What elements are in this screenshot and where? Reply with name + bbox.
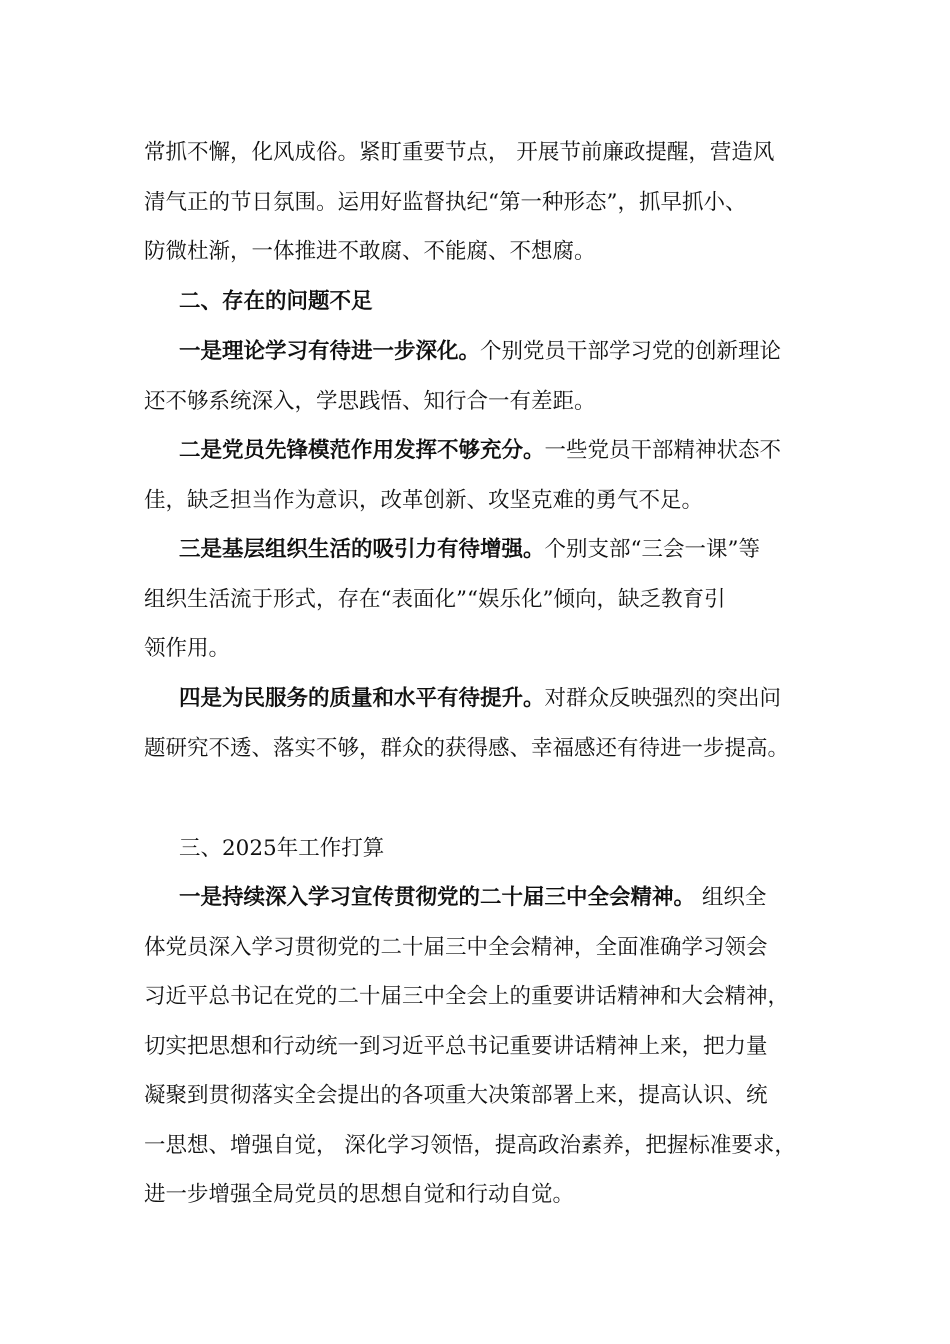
issue-item-2-line-2: 佳，缺乏担当作为意识，改革创新、攻坚克难的勇气不足。: [144, 487, 704, 513]
section-3-heading: 三、2025年工作打算: [179, 836, 385, 861]
issue-item-2-first-line: [144, 426, 834, 476]
issue-item-3-line-3: 领作用。: [144, 636, 231, 661]
issue-item-3-lead: 三是基层组织生活的吸引力有待增强。: [179, 537, 545, 562]
issue-item-2-text: 一些党员干部精神状态不: [544, 438, 782, 463]
plan-item-1-lead: 一是持续深入学习宣传贯彻党的二十届三中全会精神。: [179, 885, 696, 910]
issue-item-4-lead: 四是为民服务的质量和水平有待提升。: [179, 686, 545, 711]
issue-item-4-text: 对群众反映强烈的突出问: [544, 686, 782, 711]
intro-line-1: 常抓不懈，化风成俗。紧盯重要节点， 开展节前廉政提醒，营造风: [144, 140, 775, 165]
issue-item-1: [144, 327, 834, 426]
plan-item-1-line-7: 进一步增强全局党员的思想自觉和行动自觉。: [144, 1182, 575, 1207]
issue-item-4-first-line: [144, 674, 834, 724]
issue-item-1-first-line: [144, 327, 834, 377]
issue-item-1-lead: 一是理论学习有待进一步深化。: [179, 339, 481, 364]
plan-item-1-line-5: 凝聚到贯彻落实全会提出的各项重大决策部署上来，提高认识、统: [144, 1083, 768, 1108]
intro-line-3: 防微杜渐，一体推进不敢腐、不能腐、不想腐。: [144, 239, 596, 264]
plan-item-1-text: 组织全: [695, 885, 767, 910]
issue-item-3-text: 个别支部“三会一课”等: [544, 537, 760, 562]
issue-item-4-line-2: 题研究不透、落实不够，群众的获得感、幸福感还有待进一步提高。: [144, 735, 790, 761]
issue-item-3: [144, 525, 834, 674]
plan-item-1-line-4: 切实把思想和行动统一到习近平总书记重要讲话精神上来，把力量: [144, 1033, 768, 1059]
issue-item-4: [144, 674, 834, 773]
issue-item-3-first-line: [144, 525, 834, 575]
issue-item-3-line-2: 组织生活流于形式，存在“表面化”“娱乐化”倾向，缺乏教育引: [144, 586, 726, 612]
section-2-heading: 二、存在的问题不足: [179, 289, 373, 314]
intro-line-2: 清气正的节日氛围。运用好监督执纪“第一种形态”，抓早抓小、: [144, 189, 747, 215]
issue-item-2: [144, 426, 834, 525]
plan-item-1-line-3: 习近平总书记在党的二十届三中全会上的重要讲话精神和大会精神，: [144, 984, 790, 1009]
issue-item-1-line-2: 还不够系统深入，学思践悟、知行合一有差距。: [144, 388, 596, 414]
intro-paragraph: [144, 128, 834, 277]
plan-item-1-line-6: 一思想、增强自觉， 深化学习领悟，提高政治素养，把握标准要求，: [144, 1132, 796, 1158]
plan-item-1-line-2: 体党员深入学习贯彻党的二十届三中全会精神，全面准确学习领会: [144, 934, 768, 960]
plan-item-1-first-line: [144, 873, 834, 923]
issue-item-2-lead: 二是党员先锋模范作用发挥不够充分。: [179, 438, 545, 463]
plan-item-1: [144, 873, 834, 1220]
issue-item-1-text: 个别党员干部学习党的创新理论: [480, 339, 782, 364]
